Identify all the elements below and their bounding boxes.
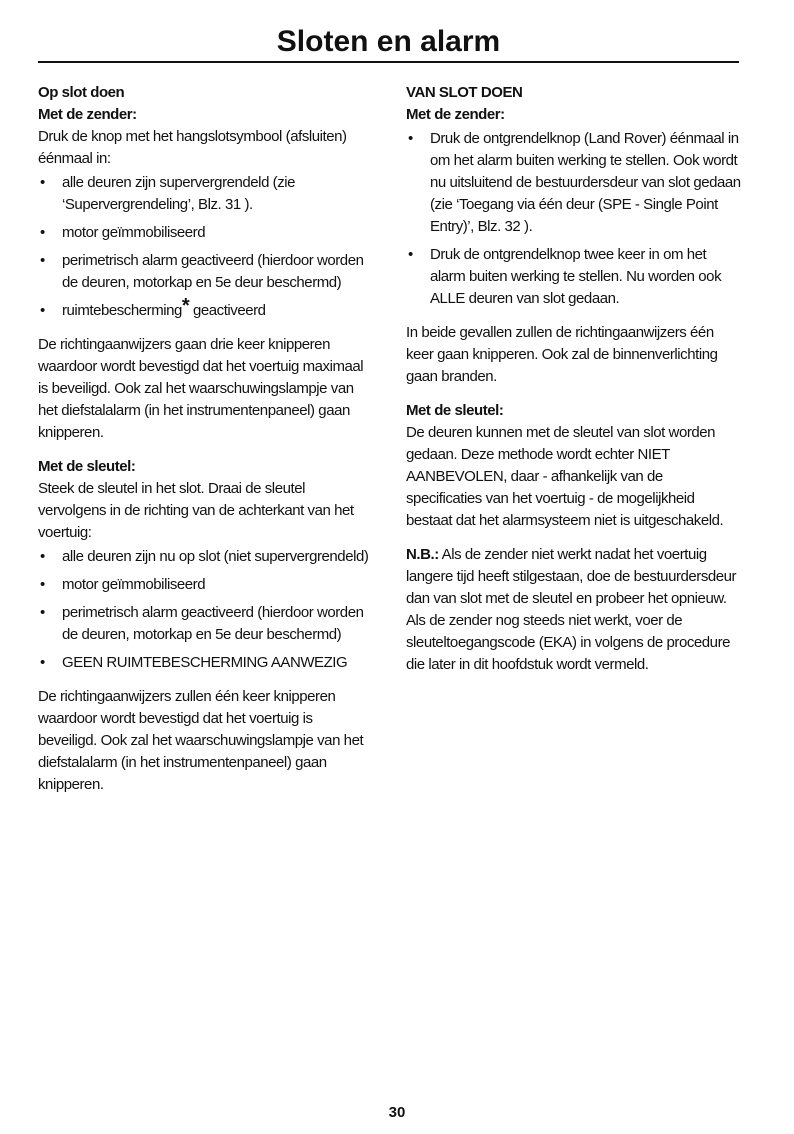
note-text: Als de zender niet werkt nadat het voertuig langere tijd heeft stilgestaan, doe de bestuurdersdeur dan van slot met de sleutel en probeer het opnieuw. Als de zender nog steeds niet werkt, voer de sleuteltoegangscode (EKA) in volgens de procedure die later in dit hoofdstuk wordt vermeld. xyxy=(406,546,737,673)
list-item: • perimetrisch alarm geactiveerd (hierdoor worden de deuren, motorkap en 5e deur beschermd) xyxy=(40,252,364,291)
bullet-icon: • xyxy=(40,604,45,621)
bullet-icon: • xyxy=(40,174,45,191)
title-divider xyxy=(38,61,739,63)
list-item: • ruimtebescherming* geactiveerd xyxy=(38,300,373,322)
right-column xyxy=(406,82,742,676)
list-item: • motor geïmmobiliseerd xyxy=(38,574,373,596)
lock-key-intro-text: Steek de sleutel in het slot. Draai de sleutel vervolgens in de richting van de achterkant van het voertuig: xyxy=(38,480,354,541)
unlock-transmitter-result-text: In beide gevallen zullen de richtingaanwijzers één keer gaan knipperen. Ook zal de binnenverlichting gaan branden. xyxy=(406,324,718,385)
lock-transmitter-result-text: De richtingaanwijzers gaan drie keer knipperen waardoor wordt bevestigd dat het voertuig maximaal is beveiligd. Ook zal het waarschuwingslampje van het diefstalalarm (in het instrumentenpaneel) gaan knipperen. xyxy=(38,336,364,441)
note-label: N.B.: xyxy=(406,546,439,563)
footnote-star: * xyxy=(181,295,190,317)
bullet-icon: • xyxy=(40,224,45,241)
section-heading-unlock: VAN SLOT DOEN xyxy=(406,84,523,101)
list-item: • alle deuren zijn supervergrendeld (zie ‘Supervergrendeling’, Blz. 31 ). xyxy=(40,174,296,213)
bullet-icon: • xyxy=(40,576,45,593)
list-item: • perimetrisch alarm geactiveerd (hierdoor worden de deuren, motorkap en 5e deur beschermd) xyxy=(40,604,364,643)
list-item: • alle deuren zijn nu op slot (niet supervergrendeld) xyxy=(38,546,373,568)
bullet-icon: • xyxy=(408,130,413,147)
subheading-transmitter: Met de zender: xyxy=(406,106,505,123)
lock-intro-text: Druk de knop met het hangslotsymbool (afsluiten) éénmaal in: xyxy=(38,128,347,167)
page-number: 30 xyxy=(388,1104,406,1121)
lock-transmitter-list xyxy=(38,172,373,322)
subheading-key: Met de sleutel: xyxy=(38,458,136,475)
list-item: • Druk de ontgrendelknop (Land Rover) éénmaal in om het alarm buiten werking te stellen. Ook wordt nu uitsluitend de bestuurdersdeur van slot gedaan (zie ‘Toegang via één deur (SPE - Single Point Entry)’, Blz. 32 ). xyxy=(408,130,741,235)
list-item: • Druk de ontgrendelknop twee keer in om het alarm buiten werking te stellen. Nu worden ook ALLE deuren van slot gedaan. xyxy=(408,246,722,307)
lock-key-result-text: De richtingaanwijzers zullen één keer knipperen waardoor wordt bevestigd dat het voertuig is beveiligd. Ook zal het waarschuwingslampje van het diefstalalarm (in het instrumentenpaneel) gaan knipperen. xyxy=(38,688,364,793)
section-heading-lock: Op slot doen xyxy=(38,84,125,101)
unlock-transmitter-list xyxy=(406,128,742,310)
bullet-icon: • xyxy=(40,654,45,671)
subheading-key: Met de sleutel: xyxy=(406,402,504,419)
left-column xyxy=(38,82,373,796)
bullet-icon: • xyxy=(40,302,45,319)
bullet-icon: • xyxy=(40,548,45,565)
bullet-icon: • xyxy=(408,246,413,263)
note-paragraph xyxy=(406,544,742,676)
lock-key-list xyxy=(38,546,373,674)
unlock-key-text: De deuren kunnen met de sleutel van slot worden gedaan. Deze methode wordt echter NIET AANBEVOLEN, daar - afhankelijk van de specificaties van het voertuig - de mogelijkheid bestaat dat het alarmsysteem niet is uitgeschakeld. xyxy=(406,424,724,529)
list-item: • motor geïmmobiliseerd xyxy=(38,222,373,244)
bullet-icon: • xyxy=(40,252,45,269)
subheading-transmitter: Met de zender: xyxy=(38,106,137,123)
page-title: Sloten en alarm xyxy=(276,25,501,58)
list-item: • GEEN RUIMTEBESCHERMING AANWEZIG xyxy=(38,652,373,674)
